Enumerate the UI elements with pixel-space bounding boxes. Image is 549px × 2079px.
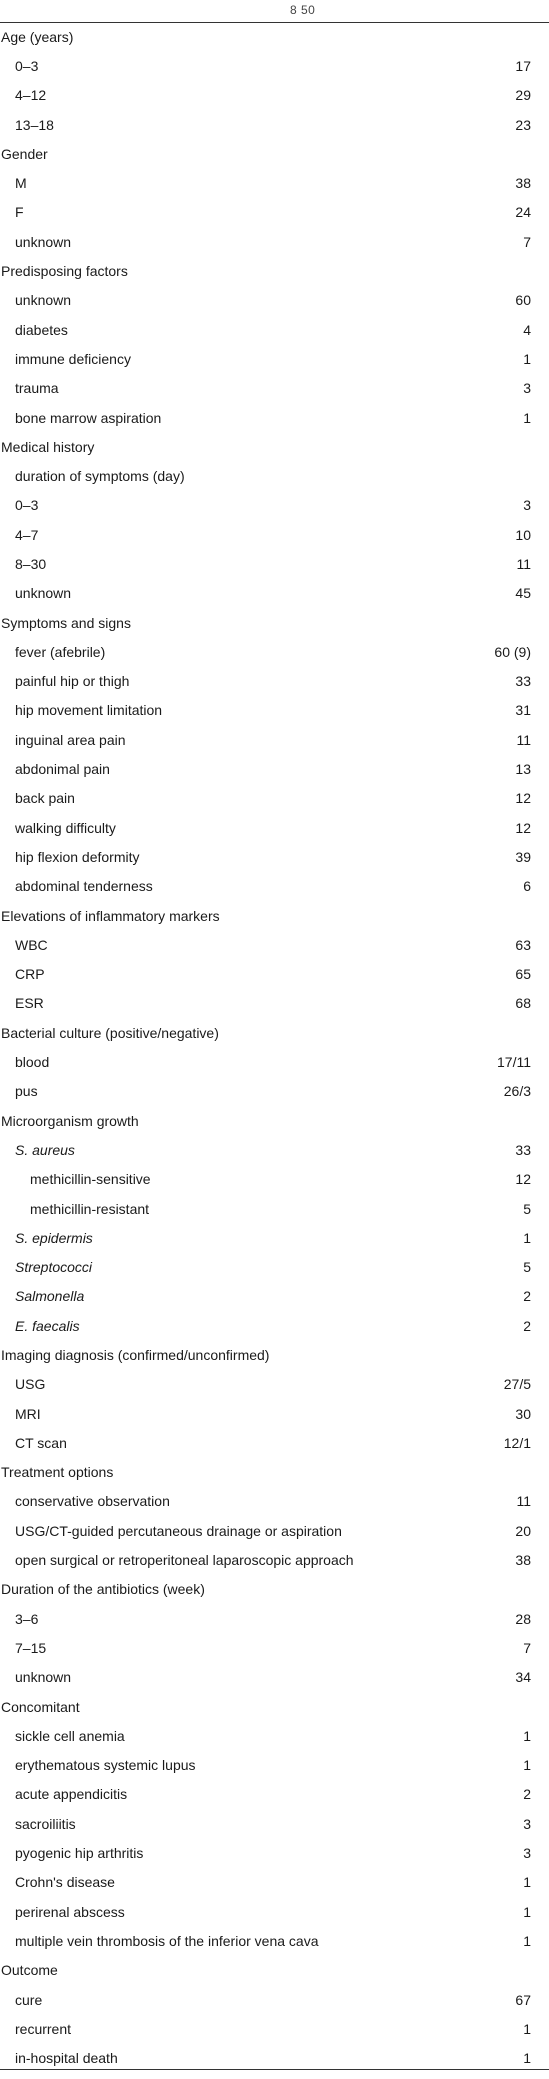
row-label: S. epidermis: [15, 1229, 93, 1246]
row-label: CRP: [15, 966, 45, 983]
row-value: 45: [515, 585, 531, 602]
row-label: Symptoms and signs: [1, 614, 131, 631]
table-row: [0, 2014, 549, 2043]
row-value: 12: [515, 790, 531, 807]
table-row: [0, 1897, 549, 1926]
row-label: unknown: [15, 585, 72, 602]
table-row: [0, 1282, 549, 1311]
row-label: hip movement limitation: [15, 702, 163, 719]
table-row: [0, 403, 549, 432]
row-label: S. aureus: [15, 1141, 75, 1158]
row-value: 6: [523, 878, 531, 895]
table-row: [0, 1751, 549, 1780]
table-row: [0, 1780, 549, 1809]
row-value: 1: [523, 2050, 531, 2067]
row-label: 7–15: [15, 1639, 47, 1656]
row-label: abdominal tenderness: [15, 878, 153, 895]
section-heading-row: [0, 608, 549, 637]
row-label: diabetes: [15, 321, 68, 338]
table-row: [0, 315, 549, 344]
row-value: 38: [515, 1552, 531, 1569]
table-row: [0, 960, 549, 989]
row-label: 3–6: [15, 1610, 39, 1627]
row-value: 29: [515, 87, 531, 104]
table-row: [0, 1721, 549, 1750]
row-value: 17: [515, 57, 531, 74]
section-heading-row: [0, 139, 549, 168]
section-heading-row: [0, 901, 549, 930]
row-value: 3: [523, 380, 531, 397]
row-label: CT scan: [15, 1434, 67, 1451]
row-value: 7: [523, 233, 531, 250]
row-value: 12: [515, 819, 531, 836]
row-label: in-hospital death: [15, 2050, 118, 2067]
table-row: [0, 579, 549, 608]
row-value: 12/1: [503, 1434, 531, 1451]
row-label: 8–30: [15, 555, 47, 572]
row-label: M: [15, 175, 27, 192]
row-label: trauma: [15, 380, 59, 397]
section-heading-row: [0, 1106, 549, 1135]
row-label: unknown: [15, 292, 72, 309]
row-value: 2: [523, 1786, 531, 1803]
table-row: [0, 725, 549, 754]
row-label: Streptococci: [15, 1259, 93, 1276]
table-row: [0, 1516, 549, 1545]
row-label: methicillin-sensitive: [30, 1171, 151, 1188]
row-label: USG: [15, 1376, 46, 1393]
row-label: hip flexion deformity: [15, 848, 140, 865]
row-label: conservative observation: [15, 1493, 170, 1510]
row-label: WBC: [15, 936, 48, 953]
row-label: Elevations of inflammatory markers: [1, 907, 220, 924]
table-row: [0, 1663, 549, 1692]
row-value: 10: [515, 526, 531, 543]
row-label: MRI: [15, 1405, 41, 1422]
table-row: [0, 374, 549, 403]
row-value: 1: [523, 2020, 531, 2037]
table-row: [0, 1252, 549, 1281]
table-row: [0, 1399, 549, 1428]
table-row: [0, 1985, 549, 2014]
table-row: [0, 1165, 549, 1194]
table-row: [0, 1047, 549, 1076]
row-label: Treatment options: [1, 1464, 114, 1481]
table-row: [0, 872, 549, 901]
row-label: 4–12: [15, 87, 47, 104]
row-value: 67: [515, 1991, 531, 2008]
section-heading-row: [0, 1692, 549, 1721]
row-value: 5: [523, 1200, 531, 1217]
row-value: 1: [523, 1727, 531, 1744]
table-row: [0, 168, 549, 197]
table-row: [0, 1194, 549, 1223]
row-label: pus: [15, 1083, 38, 1100]
row-value: 12: [515, 1171, 531, 1188]
row-value: 2: [523, 1317, 531, 1334]
row-label: open surgical or retroperitoneal laparoscopic approach: [15, 1552, 354, 1569]
section-heading-row: [0, 1575, 549, 1604]
row-label: Concomitant: [1, 1698, 80, 1715]
row-value: 17/11: [497, 1054, 531, 1071]
row-label: duration of symptoms (day): [15, 468, 185, 485]
row-label: fever (afebrile): [15, 643, 106, 660]
row-label: abdonimal pain: [15, 761, 110, 778]
section-heading-row: [0, 1956, 549, 1985]
row-value: 1: [523, 409, 531, 426]
row-value: 30: [515, 1405, 531, 1422]
section-heading-row: [0, 432, 549, 461]
table-row: [0, 930, 549, 959]
row-value: 33: [515, 1141, 531, 1158]
table-row: [0, 344, 549, 373]
row-label: multiple vein thrombosis of the inferior vena cava: [15, 1932, 319, 1949]
row-label: Outcome: [1, 1962, 58, 1979]
row-label: Microorganism growth: [1, 1112, 139, 1129]
table-row: [0, 1809, 549, 1838]
row-value: 28: [515, 1610, 531, 1627]
row-value: 11: [516, 1493, 531, 1510]
row-value: 3: [523, 1815, 531, 1832]
table-row: [0, 1487, 549, 1516]
row-label: perirenal abscess: [15, 1903, 125, 1920]
row-value: 1: [523, 1229, 531, 1246]
row-value: 3: [523, 497, 531, 514]
header-text: 8 50: [290, 3, 316, 17]
section-heading-row: [0, 22, 549, 51]
row-value: 23: [515, 116, 531, 133]
row-value: 13: [515, 761, 531, 778]
row-value: 24: [515, 204, 531, 221]
table-row: [0, 51, 549, 80]
row-label: Medical history: [1, 438, 95, 455]
row-value: 31: [515, 702, 531, 719]
table-row: [0, 1926, 549, 1955]
row-value: 3: [523, 1845, 531, 1862]
table-row: [0, 1077, 549, 1106]
row-label: USG/CT-guided percutaneous drainage or aspiration: [15, 1522, 342, 1539]
section-heading-row: [0, 256, 549, 285]
table-row: [0, 696, 549, 725]
row-label: Predisposing factors: [1, 263, 128, 280]
row-label: 13–18: [15, 116, 54, 133]
table-row: [0, 549, 549, 578]
row-value: 1: [523, 1903, 531, 1920]
row-value: 26/3: [503, 1083, 531, 1100]
row-label: pyogenic hip arthritis: [15, 1845, 144, 1862]
section-heading-row: [0, 1018, 549, 1047]
table-row: [0, 667, 549, 696]
row-value: 27/5: [503, 1376, 531, 1393]
row-label: immune deficiency: [15, 350, 131, 367]
table-row: [0, 1428, 549, 1457]
row-value: 60 (9): [494, 643, 531, 660]
row-value: 39: [515, 848, 531, 865]
row-label: painful hip or thigh: [15, 673, 130, 690]
row-label: back pain: [15, 790, 75, 807]
row-label: blood: [15, 1054, 50, 1071]
table-row: [0, 637, 549, 666]
table-row: [0, 1311, 549, 1340]
table-row: [0, 81, 549, 110]
table-row: [0, 286, 549, 315]
row-value: 34: [515, 1669, 531, 1686]
row-label: sacroiliitis: [15, 1815, 76, 1832]
clinical-characteristics-table: [0, 22, 549, 2073]
row-label: F: [15, 204, 24, 221]
row-label: Duration of the antibiotics (week): [1, 1581, 205, 1598]
row-label: E. faecalis: [15, 1317, 80, 1334]
row-label: cure: [15, 1991, 43, 2008]
row-label: inguinal area pain: [15, 731, 126, 748]
table-row: [0, 842, 549, 871]
row-label: unknown: [15, 1669, 72, 1686]
table-row: [0, 1838, 549, 1867]
row-label: unknown: [15, 233, 72, 250]
table-row: [0, 110, 549, 139]
row-label: 0–3: [15, 497, 39, 514]
row-label: Salmonella: [15, 1288, 85, 1305]
row-label: walking difficulty: [15, 819, 116, 836]
section-heading-row: [0, 1340, 549, 1369]
row-label: 0–3: [15, 57, 39, 74]
row-value: 1: [523, 1932, 531, 1949]
row-value: 11: [516, 555, 531, 572]
row-value: 11: [516, 731, 531, 748]
row-label: recurrent: [15, 2020, 72, 2037]
row-label: Imaging diagnosis (confirmed/unconfirmed): [1, 1347, 270, 1363]
table-row: [0, 520, 549, 549]
row-label: bone marrow aspiration: [15, 409, 162, 426]
table-row: [0, 198, 549, 227]
table-row: [0, 1135, 549, 1164]
table-row: [0, 754, 549, 783]
section-heading-row: [0, 1458, 549, 1487]
table-row: [0, 989, 549, 1018]
row-value: 63: [515, 936, 531, 953]
row-value: 7: [523, 1639, 531, 1656]
row-value: 68: [515, 995, 531, 1012]
table-row: [0, 784, 549, 813]
row-value: 33: [515, 673, 531, 690]
row-value: 1: [523, 350, 531, 367]
table-row: [0, 1370, 549, 1399]
row-value: 20: [515, 1522, 531, 1539]
row-value: 4: [523, 321, 531, 338]
table-row: [0, 1223, 549, 1252]
row-value: 1: [523, 1874, 531, 1891]
table-bottom-rule: [0, 2069, 549, 2070]
table-row: [0, 461, 549, 490]
table-row: [0, 1604, 549, 1633]
table-row: [0, 813, 549, 842]
table-row: [0, 1868, 549, 1897]
row-label: acute appendicitis: [15, 1786, 128, 1803]
table-row: [0, 1633, 549, 1662]
row-label: ESR: [15, 995, 44, 1012]
row-value: 1: [523, 1757, 531, 1774]
row-label: 4–7: [15, 526, 39, 543]
row-label: erythematous systemic lupus: [15, 1757, 196, 1774]
row-value: 65: [515, 966, 531, 983]
table-row: [0, 491, 549, 520]
row-label: Age (years): [1, 28, 74, 45]
table-header: [0, 0, 549, 23]
row-value: 38: [515, 175, 531, 192]
row-label: Gender: [1, 145, 48, 162]
row-value: 5: [523, 1259, 531, 1276]
row-label: Bacterial culture (positive/negative): [1, 1024, 219, 1041]
table-row: [0, 227, 549, 256]
row-label: sickle cell anemia: [15, 1727, 125, 1744]
row-value: 60: [515, 292, 531, 309]
row-label: methicillin-resistant: [30, 1200, 150, 1217]
table-row: [0, 1545, 549, 1574]
row-label: Crohn's disease: [15, 1874, 115, 1891]
row-value: 2: [523, 1288, 531, 1305]
